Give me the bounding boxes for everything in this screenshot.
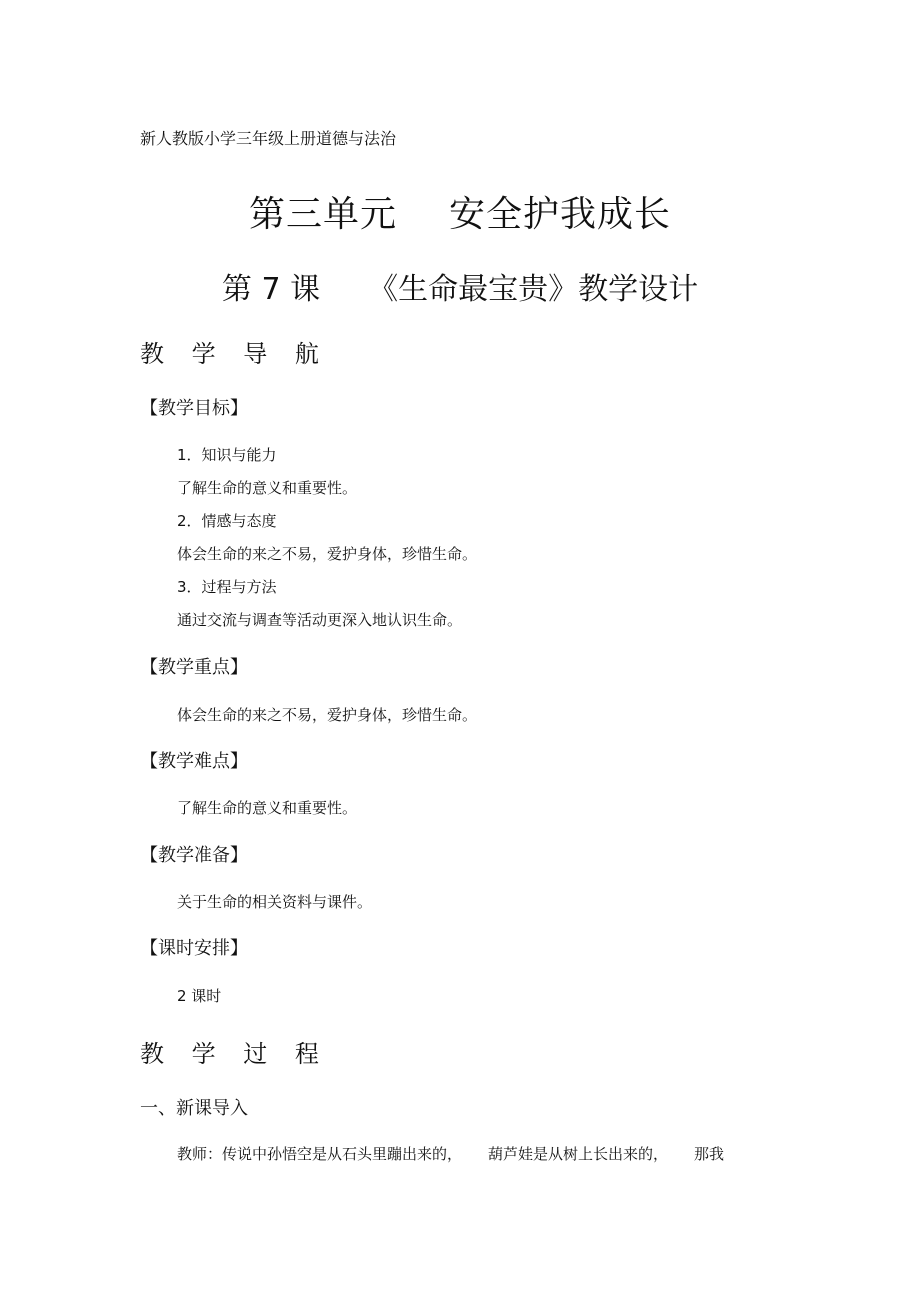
- teaching-goals-heading: 【教学目标】: [140, 398, 248, 419]
- preparation-text: 关于生命的相关资料与课件。: [177, 893, 373, 911]
- document-header-line: 新人教版小学三年级上册道德与法治: [140, 129, 397, 148]
- intro-paragraph-part2: 葫芦娃是从树上长出来的，: [488, 1145, 669, 1163]
- key-points-heading: 【教学重点】: [140, 657, 248, 678]
- intro-paragraph: [177, 1143, 724, 1164]
- goal-3-text: 通过交流与调查等活动更深入地认识生命。: [177, 611, 463, 629]
- unit-name: 安全护我成长: [449, 194, 672, 235]
- teaching-process-heading: 教 学 过 程: [140, 1040, 329, 1068]
- key-points-text: 体会生命的来之不易，爱护身体，珍惜生命。: [177, 706, 478, 724]
- difficulties-heading: 【教学难点】: [140, 751, 248, 772]
- goal-2-title: 2．情感与态度: [177, 512, 277, 530]
- intro-heading: 一、新课导入: [140, 1098, 248, 1119]
- preparation-heading: 【教学准备】: [140, 845, 248, 866]
- intro-paragraph-part3: 那我: [694, 1145, 725, 1163]
- intro-paragraph-part1: 教师：传说中孙悟空是从石头里蹦出来的，: [177, 1145, 463, 1163]
- goal-3-title: 3．过程与方法: [177, 578, 277, 596]
- schedule-heading: 【课时安排】: [140, 938, 248, 959]
- teaching-navigation-heading: 教 学 导 航: [140, 340, 329, 368]
- unit-title: [0, 186, 920, 237]
- lesson-number: 第 7 课: [221, 272, 321, 307]
- difficulties-text: 了解生命的意义和重要性。: [177, 799, 358, 817]
- goal-1-title: 1．知识与能力: [177, 446, 277, 464]
- lesson-title: [0, 264, 920, 308]
- goal-2-text: 体会生命的来之不易，爱护身体，珍惜生命。: [177, 545, 478, 563]
- lesson-name: 《生命最宝贵》教学设计: [368, 272, 699, 307]
- goal-1-text: 了解生命的意义和重要性。: [177, 479, 358, 497]
- schedule-text: 2 课时: [177, 987, 222, 1005]
- unit-number: 第三单元: [248, 194, 397, 235]
